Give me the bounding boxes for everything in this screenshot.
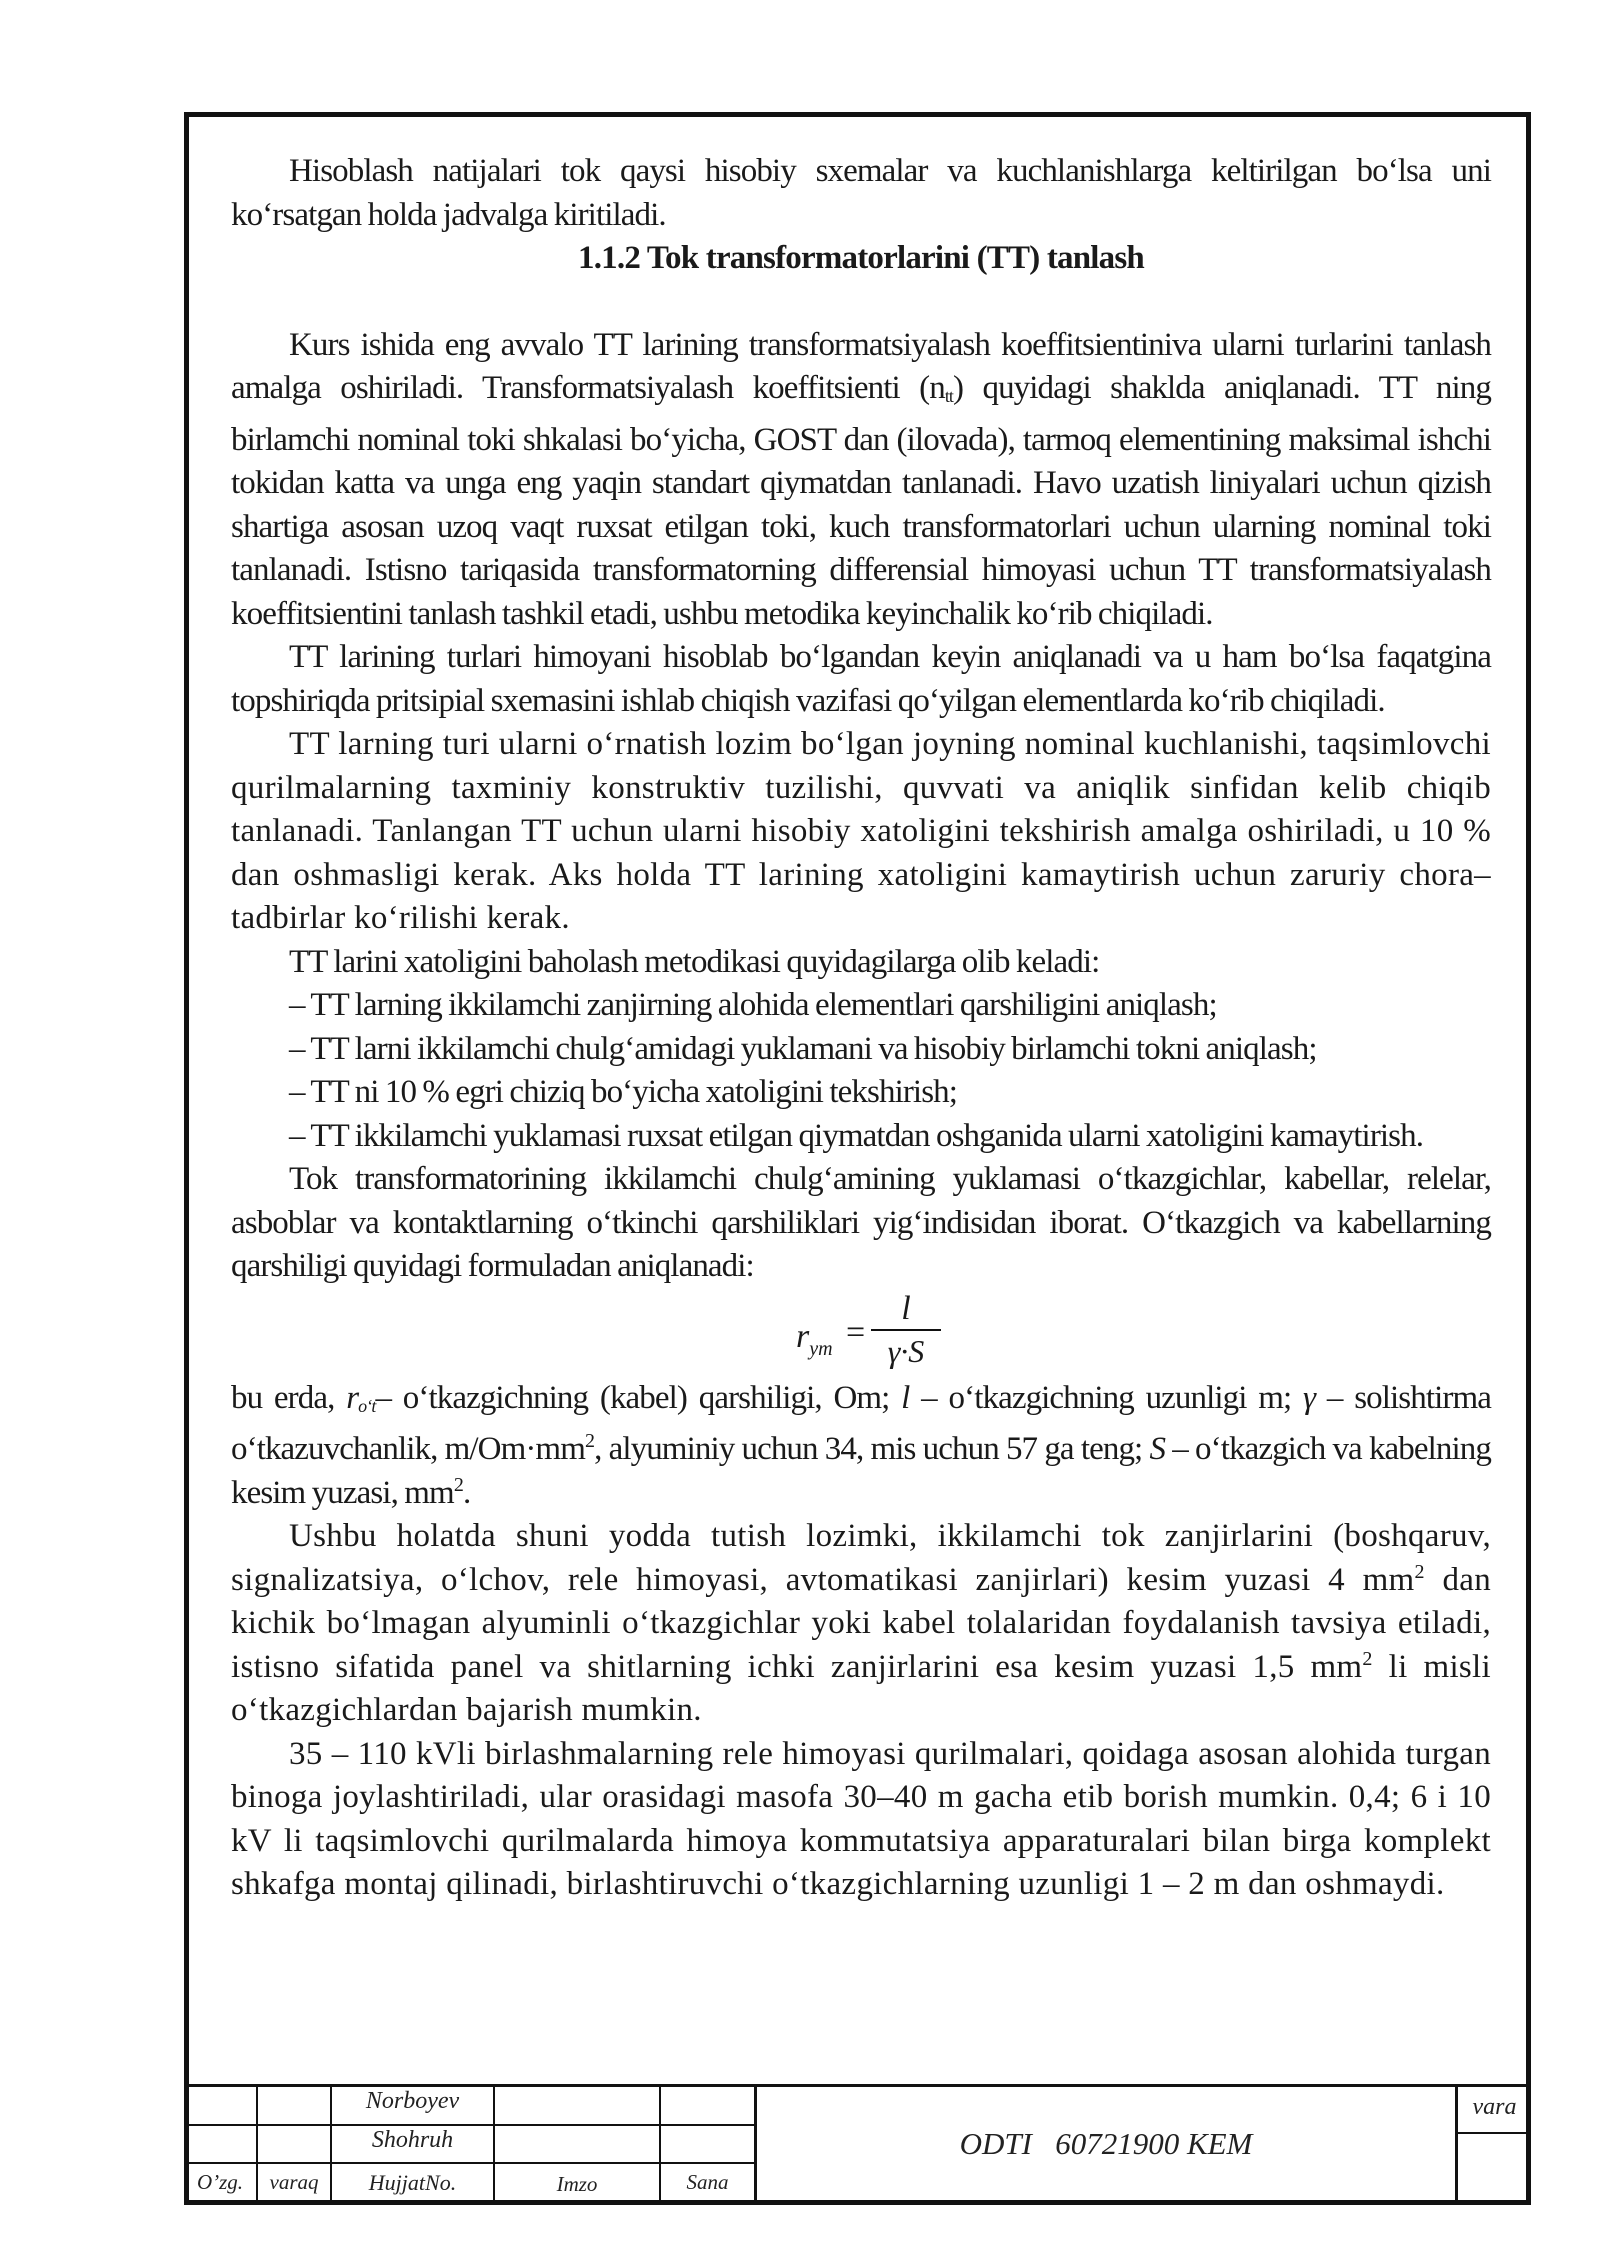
tb-name1: Norboyev (365, 2088, 460, 2114)
p7-e: , alyuminiy uchun 34, mis uchun 57 ga teng; (594, 1431, 1150, 1467)
resistance-formula (231, 1289, 1491, 1377)
paragraph-7 (231, 1377, 1491, 1516)
formula-fraction (871, 1289, 941, 1371)
list-item-2: – TT larni ikkilamchi chulg‘amidagi yuklamani va hisobiy birlamchi tokni aniqlash; (289, 1030, 1317, 1067)
list-item-4: – TT ikkilamchi yuklamasi ruxsat etilgan qiymatdan oshganida ularni xatoligini kamaytirish. (289, 1117, 1424, 1154)
p7-r: r (346, 1379, 359, 1416)
p7-sup2: 2 (453, 1473, 463, 1496)
formula-equals: = (846, 1313, 866, 1351)
tb-line-row1 (184, 2124, 755, 2126)
p8-c: li misli o‘tkazgichlardan bajarish mumkin. (231, 1648, 1491, 1728)
tb-doc-code: ODTI 60721900 KEM (959, 2126, 1253, 2161)
p7-end: . (462, 1474, 471, 1511)
formula-r-subscript: ут (809, 1337, 833, 1360)
formula-r: r (796, 1317, 810, 1355)
tb-line-row2 (184, 2162, 755, 2164)
list-item-3: – TT ni 10 % egri chiziq bo‘yicha xatoligini tekshirish; (289, 1074, 958, 1110)
p8-a: Ushbu holatda shuni yodda tutish lozimki, ikkilamchi tok zanjirlarini (boshqaruv, signalizatsiya, o‘lchov, rele himoyasi, avtomatikasi zanjirlari) kesim yuzasi 4 mm (231, 1518, 1491, 1598)
p7-s: S (1149, 1431, 1166, 1467)
p8-sup1: 2 (1414, 1560, 1425, 1583)
p7-b: – o‘tkazgichning (kabel) qarshiligi, Om; (375, 1379, 902, 1416)
tb-line-vara (1456, 2132, 1531, 2134)
tb-line-top (184, 2084, 1531, 2087)
title-block (184, 2084, 1531, 2205)
paragraph-2-text-a: Kurs ishida eng avvalo TT larining transformatsiyalash koeffitsientiniva ularni turlarini tanlash amalga oshiriladi. Transformatsiyalash koeffitsienti (n (231, 326, 1491, 406)
paragraph-8 (231, 1515, 1491, 1733)
p7-r-sub: o‘t (358, 1395, 376, 1416)
document-body (231, 150, 1491, 1907)
p7-d: – solishtirma o‘tkazuvchanlik, m/Om·mm (231, 1379, 1491, 1467)
p7-a: bu erda, (231, 1379, 347, 1416)
tb-col-ozg: O’zg. (196, 2170, 244, 2194)
tb-col-imzo: Imzo (556, 2172, 598, 2196)
formula-lhs (796, 1315, 833, 1371)
p7-l: l (901, 1379, 910, 1416)
tb-name2: Shohruh (371, 2127, 454, 2153)
p7-f: – o‘tkazgich va kabelning kesim yuzasi, mm (231, 1431, 1491, 1511)
paragraph-5: TT larini xatoligini baholash metodikasi quyidagilarga olib keladi: (289, 943, 1100, 980)
paragraph-2 (231, 324, 1491, 637)
p7-sup1: 2 (584, 1430, 595, 1452)
tb-col-sana: Sana (686, 2170, 729, 2194)
tb-col-hujjat: HujjatNo. (368, 2170, 457, 2195)
list-item-1: – TT larning ikkilamchi zanjirning alohida elementlari qarshiligini aniqlash; (289, 987, 1217, 1023)
p7-c: – o‘tkazgichning uzunligi m; (909, 1379, 1304, 1416)
paragraph-3: TT larining turlari himoyani hisoblab bo‘lgandan keyin aniqlanadi va u ham bo‘lsa faqatgina topshiriqda pritsipial sxemasini ishlab chiqish vazifasi qo‘yilgan elementlarda ko‘rib chiqiladi. (231, 639, 1491, 719)
paragraph-6: Tok transformatorining ikkilamchi chulg‘amining yuklamasi o‘tkazgichlar, kabellar, relelar, asboblar va kontaktlarning o‘tkinchi qarshiliklari yig‘indisidan iborat. O‘tkazgich va kabellarning qarshiligi quyidagi formuladan aniqlanadi: (231, 1161, 1491, 1284)
p7-gamma: γ (1303, 1379, 1316, 1416)
tb-col-varaq: varaq (269, 2170, 319, 2194)
tb-vara: vara (1472, 2094, 1517, 2120)
paragraph-4: TT larning turi ularni o‘rnatish lozim bo‘lgan joyning nominal kuchlanishi, taqsimlovchi qurilmalarning taxminiy konstruktiv tuzilishi, quvvati va aniqlik sinfidan kelib chiqib tanlanadi. Tanlangan TT uchun ularni hisobiy xatoligini tekshirish amalga oshiriladi, u 10 % dan oshmasligi kerak. Aks holda TT larining xatoligini kamaytirish uchun zaruriy chora–tadbirlar ko‘rilishi kerak. (231, 726, 1491, 936)
formula-numerator: l (901, 1289, 911, 1327)
p8-sup2: 2 (1362, 1647, 1373, 1670)
paragraph-2-text-b: ) quyidagi shaklda aniqlanadi. TT ning birlamchi nominal toki shkalasi bo‘yicha, GOST dan (ilovada), tarmoq elementining maksimal ishchi tokidan katta va unga eng yaqin standart qiymatdan tanlanadi. Havo uzatish liniyalari uchun qizish shartiga asosan uzoq vaqt ruxsat etilgan toki, kuch transformatorlari uchun ularning nominal toki tanlanadi. Istisno tariqasida transformatorning differensial himoyasi uchun TT transformatsiyalash koeffitsientini tanlash tashkil etadi, ushbu metodika keyinchalik ko‘rib chiqiladi. (231, 370, 1491, 632)
ntt-subscript: tt (944, 386, 954, 406)
paragraph-1: Hisoblash natijalari tok qaysi hisobiy sxemalar va kuchlanishlarga keltirilgan bo‘lsa uni ko‘rsatgan holda jadvalga kiritiladi. (231, 153, 1491, 233)
formula-denominator: γ·S (887, 1332, 925, 1369)
p8-b: dan kichik bo‘lmagan alyuminli o‘tkazgichlar yoki kabel tolalaridan foydalanish tavsiya etiladi, istisno sifatida panel va shitlarning ichki zanjirlarini esa kesim yuzasi 1,5 mm (231, 1561, 1491, 1685)
section-heading: 1.1.2 Tok transformatorlarini (TT) tanlash (578, 240, 1144, 276)
paragraph-9: 35 – 110 kVli birlashmalarning rele himoyasi qurilmalari, qoidaga asosan alohida turgan binoga joylashtiriladi, ular orasidagi masofa 30–40 m gacha etib borish mumkin. 0,4; 6 i 10 kV li taqsimlovchi qurilmalarda himoya kommutatsiya apparaturalari bilan birga komplekt shkafga montaj qilinadi, birlashtiruvchi o‘tkazgichlarning uzunligi 1 – 2 m dan oshmaydi. (231, 1735, 1491, 1902)
